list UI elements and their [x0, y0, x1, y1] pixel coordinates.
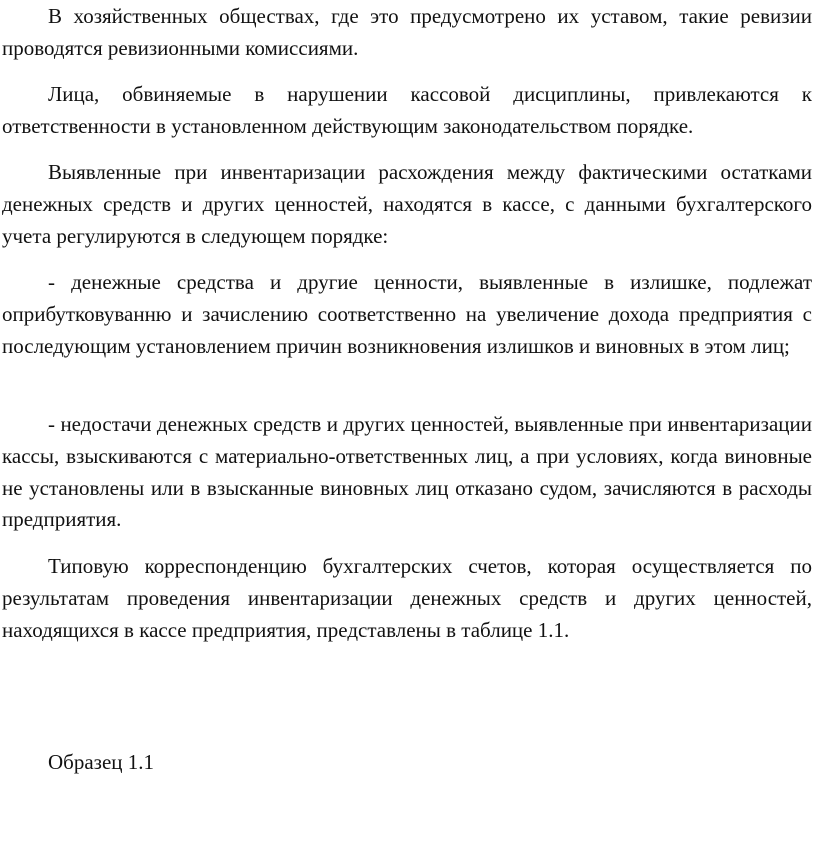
paragraph-inventory-discrepancies: Выявленные при инвентаризации расхождения между фактическими остатками денежных средств и других ценностей, находятся в кассе, с данными бухгалтерского учета регулируются в следующем порядке: — [2, 160, 812, 248]
paragraph-surplus-rule: - денежные средства и другие ценности, выявленные в излишке, подлежат оприбутковуванню и зачислению соответственно на увеличение дохода предприятия с последующим установлением причин возникновения излишков и виновных в этом лиц; — [2, 270, 812, 358]
paragraph-cash-discipline-liability: Лица, обвиняемые в нарушении кассовой дисциплины, привлекаются к ответственности в установленном действующим законодательством порядке. — [2, 82, 812, 138]
paragraph-audit-commissions: В хозяйственных обществах, где это предусмотрено их уставом, такие ревизии проводятся ревизионными комиссиями. — [2, 4, 812, 60]
paragraph-shortage-rule: - недостачи денежных средств и других ценностей, выявленные при инвентаризации кассы, взыскиваются с материально-ответственных лиц, а при условиях, когда виновные не установлены или в взысканные виновных лиц отказано судом, зачисляются в расходы предприятия. — [2, 412, 812, 532]
paragraph-typical-correspondence: Типовую корреспонденцию бухгалтерских счетов, которая осуществляется по результатам проведения инвентаризации денежных средств и других ценностей, находящихся в кассе предприятия, представлены в таблице 1.1. — [2, 554, 812, 642]
sample-caption: Образец 1.1 — [48, 750, 155, 774]
